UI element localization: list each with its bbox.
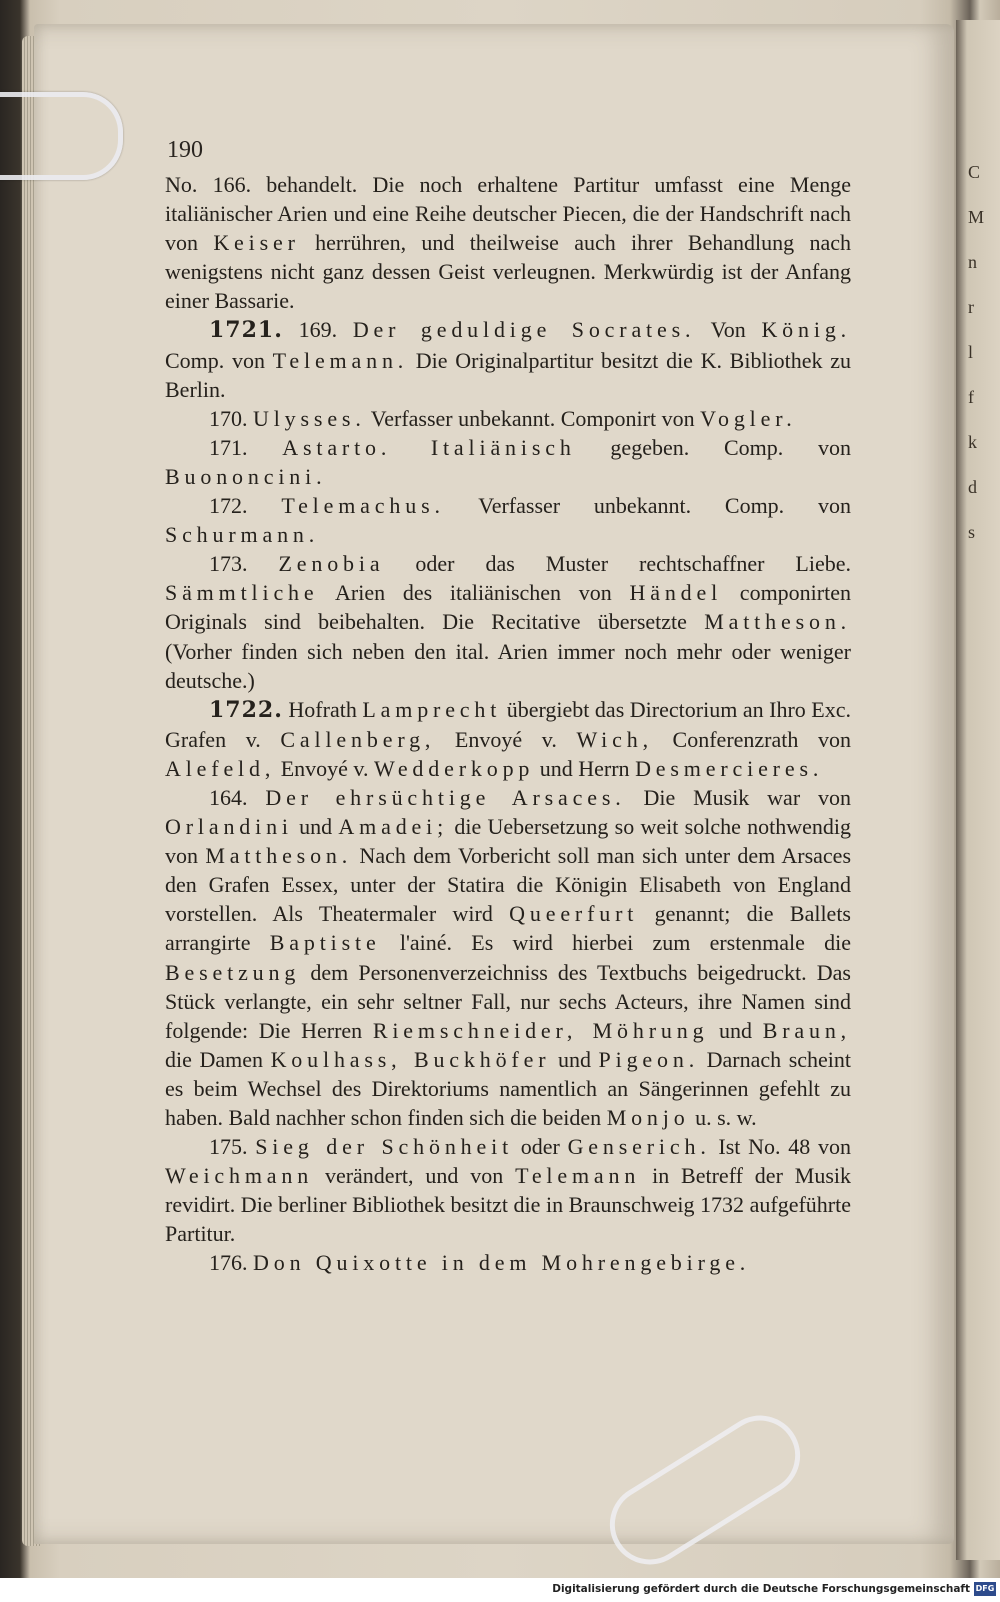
- facing-page-letter: C: [968, 162, 981, 182]
- text-run: l'ainé. Es wird hierbei zum erstenmale die: [380, 930, 851, 956]
- text-run: 169.: [282, 317, 353, 343]
- spaced-name: Monjo: [606, 1105, 690, 1130]
- spaced-name: Telemachus.: [281, 493, 445, 519]
- facing-page-letter: s: [968, 522, 976, 542]
- text-run: oder: [513, 1134, 568, 1160]
- spaced-name: Queerfurt: [509, 901, 639, 927]
- spaced-name: Besetzung: [165, 959, 301, 985]
- text-run: Verfasser unbekannt. Comp. von: [444, 493, 852, 519]
- spaced-name: Amadei;: [338, 814, 449, 840]
- text-run: Envoyé v.: [435, 726, 577, 752]
- spaced-name: Pigeon.: [598, 1046, 700, 1072]
- text-run: die Damen: [165, 1046, 271, 1072]
- facing-page-letter: n: [968, 252, 977, 272]
- spaced-name: Astarto. Italiänisch: [282, 434, 576, 460]
- text-run: Verfasser unbekannt. Componirt von: [365, 405, 701, 431]
- text-run: genannt; die Ballets arrangirte: [165, 901, 851, 956]
- page-number: 190: [167, 137, 203, 163]
- text-run: Die Musik war von: [625, 784, 852, 810]
- facing-page-letter: d: [968, 477, 977, 497]
- footer-credit: Digitalisierung gefördert durch die Deutsche Forschungsgemeinschaft: [552, 1583, 970, 1595]
- text-run: Arien des italiänischen von: [318, 580, 630, 606]
- text-run: 164.: [209, 784, 266, 810]
- text-run: Darnach scheint es beim Wechsel des Direktoriums namentlich an Sängerinnen gefehlt zu haben. Bald nachher schon finden sich die beiden: [165, 1046, 852, 1130]
- spaced-name: Telemann.: [272, 347, 409, 373]
- spaced-name: Händel: [629, 580, 723, 606]
- spaced-name: Telemann: [515, 1163, 641, 1189]
- text-run: 171.: [209, 434, 283, 460]
- year-marker: 1722.: [209, 696, 283, 723]
- spaced-name: Orlandini: [165, 814, 293, 840]
- spaced-name: Weichmann: [165, 1163, 314, 1189]
- paper-clip-top: [0, 92, 123, 180]
- text-run: herrühren, und theilweise auch ihrer Behandlung nach wenigstens nicht ganz dessen Geist verleugnen. Merkwürdig ist der Anfang einer Bassarie.: [165, 230, 852, 314]
- paragraph: [165, 170, 851, 315]
- text-run: componirten Originals sind beibehalten. Die Recitative übersetzte: [165, 580, 851, 635]
- text-run: Comp. von: [165, 347, 273, 373]
- spaced-name: Braun,: [762, 1017, 852, 1043]
- spaced-name: Riemschneider, Möhrung: [372, 1017, 709, 1043]
- paragraph: [165, 1248, 851, 1277]
- spaced-name: Baptiste: [269, 930, 381, 956]
- text-run: Conferenzrath von: [652, 726, 852, 752]
- spaced-name: Sämmtliche: [165, 580, 319, 606]
- facing-page-letter: f: [968, 387, 974, 407]
- paragraph: [165, 315, 851, 403]
- text-run: und: [708, 1017, 763, 1043]
- text-run: Ist No. 48 von: [710, 1134, 851, 1160]
- paragraph: [165, 695, 851, 783]
- body-text: [165, 170, 851, 1278]
- spaced-name: Der ehrsüchtige Arsaces.: [265, 784, 626, 810]
- facing-page-letter: k: [968, 432, 977, 452]
- text-run: (Vorher finden sich neben den ital. Arien immer noch mehr oder weniger deutsche.): [165, 638, 851, 693]
- spaced-name: Buononcini.: [165, 463, 327, 489]
- text-run: Envoyé v.: [275, 755, 374, 781]
- text-run: und: [292, 814, 339, 840]
- facing-page-letter: M: [968, 207, 985, 227]
- spaced-name: Sieg der Schönheit: [255, 1134, 514, 1160]
- text-run: Nach dem Vorbericht soll man sich unter dem Arsaces den Grafen Essex, unter der Statira die Königin Elisabeth von England vorstellen. Als Theatermaler wird: [165, 843, 852, 927]
- text-run: 170.: [209, 405, 253, 431]
- spaced-name: Desmercieres.: [635, 755, 824, 781]
- text-run: die Uebersetzung so weit solche nothwendig von: [165, 814, 851, 869]
- text-run: gegeben. Comp. von: [575, 434, 851, 460]
- spaced-name: Genserich.: [567, 1134, 711, 1160]
- facing-page-letter: l: [968, 342, 974, 362]
- text-run: Von: [695, 317, 762, 343]
- spaced-name: Alefeld,: [165, 755, 276, 781]
- facing-page-letter: r: [968, 297, 974, 317]
- text-run: 176.: [209, 1250, 253, 1276]
- spaced-name: Wich,: [576, 726, 653, 752]
- text-run: Die Originalpartitur besitzt die K. Bibliothek zu Berlin.: [165, 347, 851, 402]
- spaced-name: Vogler.: [700, 405, 797, 431]
- paragraph: [165, 433, 851, 491]
- text-run: übergiebt das Directorium an Ihro Exc. Grafen v.: [165, 696, 851, 752]
- text-run: oder das Muster rechtschaffner Liebe.: [384, 551, 851, 577]
- spaced-name: Der geduldige Socrates.: [352, 317, 696, 343]
- text-run: 173.: [209, 551, 279, 577]
- text-run: No. 166. behandelt. Die noch erhaltene Partitur umfasst eine Menge italiänischer Arien und eine Reihe deutscher Piecen, die der Handschrift nach von: [165, 172, 851, 256]
- paragraph: [165, 783, 851, 1132]
- spaced-name: Schurmann.: [165, 522, 320, 548]
- footer-bar: [0, 1578, 1000, 1602]
- spaced-name: Wedderkopp: [373, 755, 535, 781]
- paragraph: [165, 549, 851, 694]
- spaced-name: König.: [761, 317, 851, 343]
- spaced-name: Don Quixotte in dem Mohrengebirge.: [253, 1250, 751, 1276]
- text-run: 175.: [209, 1134, 256, 1160]
- paragraph: [165, 1132, 851, 1248]
- paragraph: [165, 404, 851, 433]
- paragraph: [165, 491, 851, 549]
- facing-page-fragments: [968, 150, 998, 555]
- text-run: Hofrath: [282, 696, 363, 722]
- spaced-name: Mattheson.: [205, 843, 353, 869]
- spaced-name: Mattheson.: [704, 609, 851, 635]
- text-run: u. s. w.: [689, 1105, 757, 1130]
- text-run: verändert, und von: [313, 1163, 516, 1189]
- spaced-name: Keiser: [213, 230, 300, 256]
- spaced-name: Callenberg,: [280, 726, 436, 752]
- text-run: und Herrn: [534, 755, 636, 781]
- dfg-logo: DFG: [974, 1582, 996, 1596]
- text-run: dem Personenverzeichniss des Textbuchs beigedruckt. Das Stück verlangte, ein sehr seltner Fall, nur sechs Acteurs, ihre Namen sind folgende: Die Herren: [165, 959, 851, 1043]
- spaced-name: Koulhass, Buckhöfer: [270, 1046, 551, 1072]
- spaced-name: Ulysses.: [253, 405, 366, 431]
- text-run: in Betreff der Musik revidirt. Die berliner Bibliothek besitzt die in Braunschweig 1732 aufgeführte Partitur.: [165, 1163, 851, 1247]
- text-run: und: [550, 1046, 599, 1072]
- year-marker: 1721.: [209, 317, 283, 344]
- spaced-name: Lamprecht: [362, 696, 502, 722]
- spaced-name: Zenobia: [278, 551, 385, 577]
- text-run: 172.: [209, 493, 282, 519]
